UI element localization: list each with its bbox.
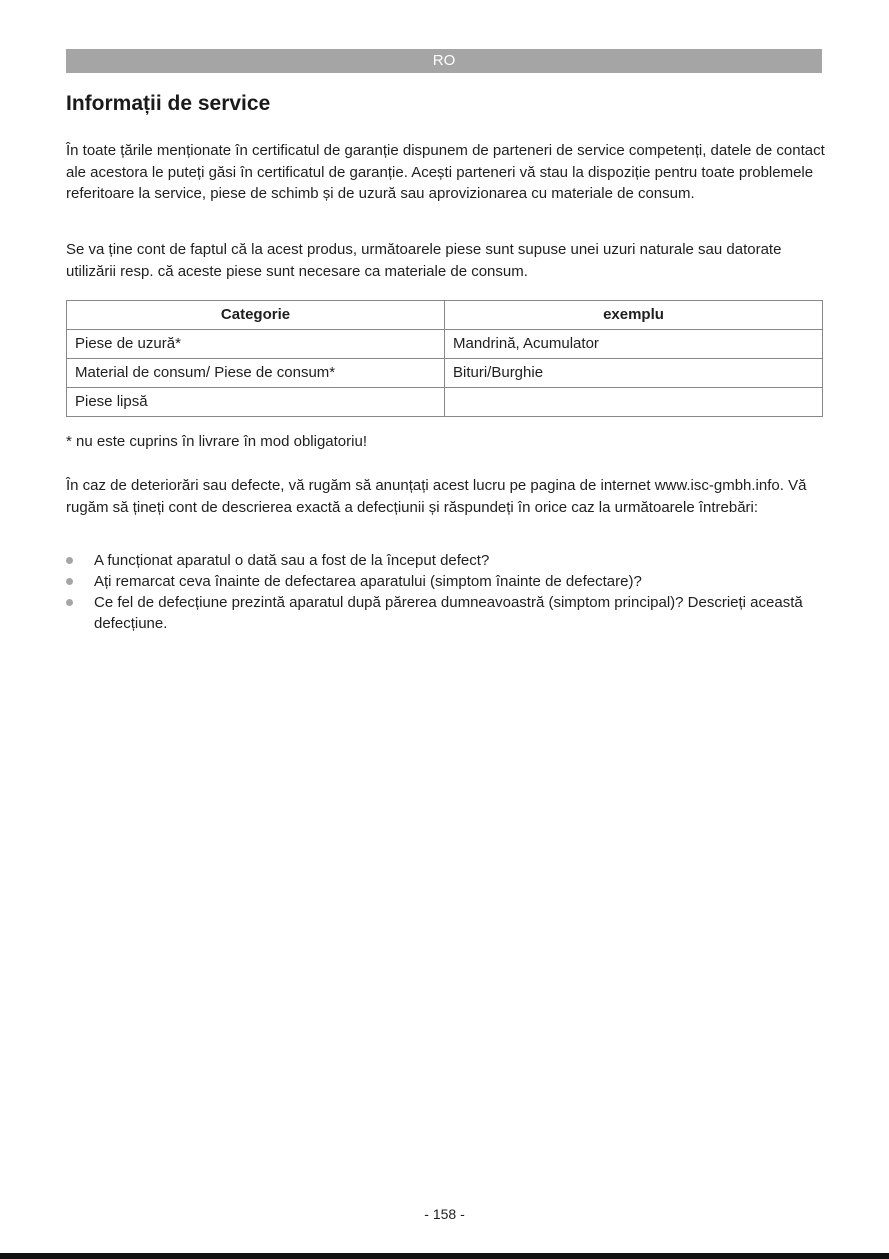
parts-table [66,300,823,417]
table-cell-category: Material de consum/ Piese de consum* [67,359,445,388]
bullet-icon [66,578,73,585]
bottom-edge-rule [0,1253,889,1259]
table-cell-category: Piese lipsă [67,388,445,417]
page-number: - 158 - [424,1206,465,1222]
list-item [66,571,826,592]
table-header-category: Categorie [67,301,445,330]
table-footnote: * nu este cuprins în livrare în mod obligatoriu! [66,433,367,450]
question-text: Ce fel de defecțiune prezintă aparatul după părerea dumneavoastră (simptom principal)? Descrieți această defecțiune. [94,594,803,632]
question-text: A funcționat aparatul o dată sau a fost de la început defect? [94,552,490,569]
bullet-icon [66,599,73,606]
page-title: Informații de service [66,92,271,115]
defects-text: În caz de deteriorări sau defecte, vă rugăm să anunțați acest lucru pe pagina de internet www.isc-gmbh.info. Vă rugăm să țineți cont de descrierea exactă a defecțiunii și răspundeți în orice caz la următoarele întrebări: [66,477,807,516]
table-cell-category: Piese de uzură* [67,330,445,359]
table-row [67,330,823,359]
table-header-row [67,301,823,330]
question-text: Ați remarcat ceva înainte de defectarea aparatului (simptom înainte de defectare)? [94,573,642,590]
list-item [66,592,826,634]
list-item [66,550,826,571]
question-list [66,550,826,634]
table-header-example: exemplu [445,301,823,330]
table-cell-example: Bituri/Burghie [445,359,823,388]
intro-paragraph: În toate țările menționate în certificatul de garanție dispunem de parteneri de service competenți, datele de contact ale acestora le puteți găsi în certificatul de garanție. Acești parteneri vă stau la dispoziție pentru toate problemele referitoare la service, piese de schimb și de uzură sau aprovizionarea cu materiale de consum. [66,142,825,202]
defects-paragraph [66,475,826,518]
table-cell-example: Mandrină, Acumulator [445,330,823,359]
language-code: RO [432,52,456,69]
table-row [67,359,823,388]
bullet-icon [66,557,73,564]
language-header-bar [66,49,822,73]
table-cell-example [445,388,823,417]
table-row [67,388,823,417]
wear-note-paragraph: Se va ține cont de faptul că la acest produs, următoarele piese sunt supuse unei uzuri naturale sau datorate utilizării resp. că aceste piese sunt necesare ca materiale de consum. [66,241,782,280]
